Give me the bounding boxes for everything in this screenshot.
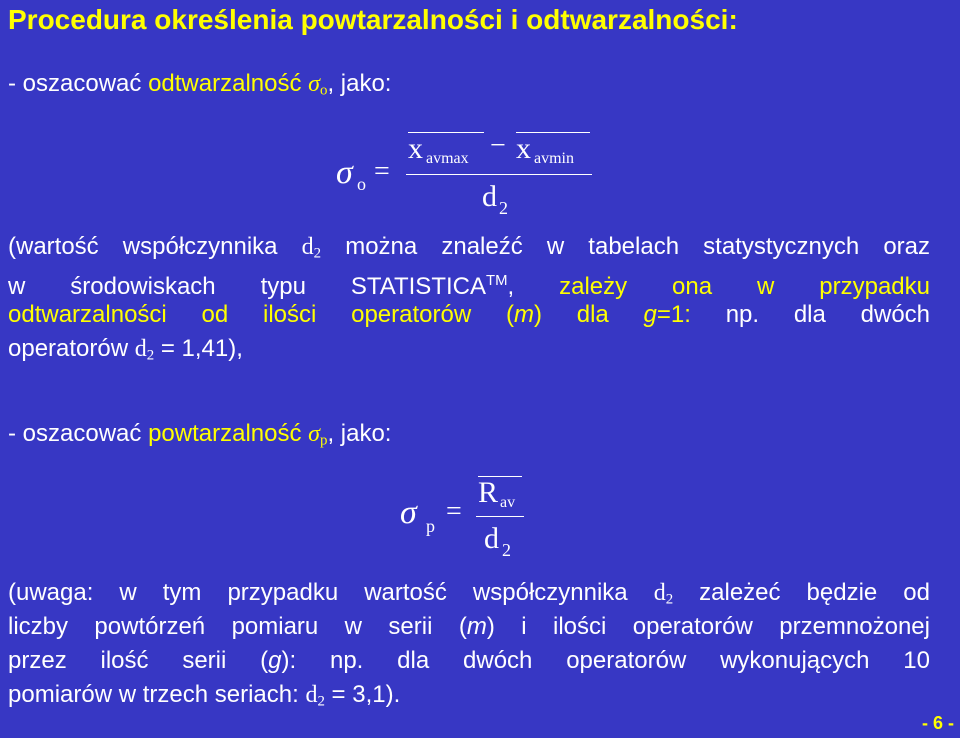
d2-sub: 2	[146, 347, 155, 364]
formula-d: d	[482, 180, 497, 213]
formula-d-sub: 2	[499, 198, 508, 218]
section-odtwarzalnosc	[8, 70, 391, 100]
note2-line1	[8, 576, 930, 610]
text: ) dla	[533, 301, 644, 328]
formula-sigma: σ	[400, 494, 417, 531]
formula-reproducibility	[330, 128, 600, 228]
formula-d-sub: 2	[502, 540, 511, 560]
d2-symbol: d	[653, 580, 666, 606]
text: w środowiskach typu STATISTICA	[8, 272, 486, 300]
highlight-text: zależy ona w przypadku	[559, 272, 931, 300]
formula-equals: =	[446, 496, 462, 527]
text: odtwarzalności od ilości operatorów (	[8, 301, 514, 328]
text: liczby powtórzeń pomiaru w serii (	[8, 613, 467, 640]
note-odtwarzalnosc	[8, 230, 930, 366]
formula-sigma-sub: p	[426, 516, 435, 536]
sigma-symbol: σ	[308, 71, 320, 97]
section-prefix: - oszacować	[8, 420, 149, 447]
note2-line2	[8, 610, 930, 644]
text: ): np. dla dwóch operatorów wykonujących 10	[281, 647, 931, 674]
text: = 1,41),	[154, 335, 243, 362]
text: zależeć będzie od	[673, 579, 930, 606]
section-suffix: , jako:	[327, 420, 392, 447]
text: (wartość współczynnika	[8, 233, 302, 260]
fraction-bar	[476, 516, 524, 517]
page-title: Procedura określenia powtarzalności i odtwarzalności:	[8, 4, 738, 35]
d2-symbol: d	[301, 234, 314, 260]
text: = 3,1).	[324, 681, 401, 708]
text: (uwaga: w tym przypadku wartość współczynnika	[8, 579, 654, 606]
formula-x-min-sub: avmin	[534, 150, 574, 167]
text: przez ilość serii (	[8, 647, 269, 674]
formula-repeatability	[398, 472, 538, 572]
note1-line3	[8, 298, 930, 332]
d2-sub: 2	[665, 591, 674, 608]
sigma-subscript: p	[320, 432, 328, 449]
note1-line4	[8, 332, 930, 366]
note2-line3	[8, 644, 930, 678]
text: np. dla dwóch	[690, 301, 931, 328]
text: =1:	[656, 301, 691, 328]
formula-r: R	[478, 476, 499, 509]
var-g: g	[643, 301, 657, 328]
formula-sigma-sub: o	[357, 174, 366, 194]
note1-line2	[8, 264, 930, 298]
note-powtarzalnosc	[8, 576, 930, 712]
section-suffix: , jako:	[327, 70, 392, 97]
var-m: m	[466, 613, 487, 640]
section-keyword: odtwarzalność	[148, 70, 302, 97]
formula-r-sub: av	[500, 494, 516, 511]
sigma-symbol: σ	[308, 421, 320, 447]
section-prefix: - oszacować	[8, 70, 149, 97]
note2-line4	[8, 678, 930, 712]
formula-sigma: σ	[336, 154, 353, 191]
section-powtarzalnosc	[8, 420, 391, 450]
text: pomiarów w trzech seriach:	[8, 681, 306, 708]
fraction-bar	[406, 174, 592, 175]
d2-sub: 2	[313, 245, 322, 262]
var-m: m	[513, 301, 534, 328]
text: ,	[507, 272, 560, 300]
var-g: g	[268, 647, 282, 674]
note1-line1	[8, 230, 930, 264]
tm-mark: TM	[486, 273, 508, 289]
formula-x-min: x	[516, 132, 531, 165]
text: operatorów	[8, 335, 135, 362]
formula-d: d	[484, 522, 499, 555]
formula-x-max-sub: avmax	[426, 150, 469, 167]
d2-sub: 2	[317, 693, 325, 710]
sigma-subscript: o	[320, 82, 328, 99]
formula-minus: −	[490, 130, 506, 161]
d2-symbol: d	[134, 336, 147, 362]
d2-symbol: d	[305, 682, 318, 708]
section-keyword: powtarzalność	[148, 420, 302, 447]
page-number: - 6 -	[921, 713, 954, 733]
formula-equals: =	[374, 156, 390, 187]
text: można znaleźć w tabelach statystycznych oraz	[321, 233, 930, 260]
text: ) i ilości operatorów przemnożonej	[486, 613, 930, 640]
formula-x-max: x	[408, 132, 423, 165]
